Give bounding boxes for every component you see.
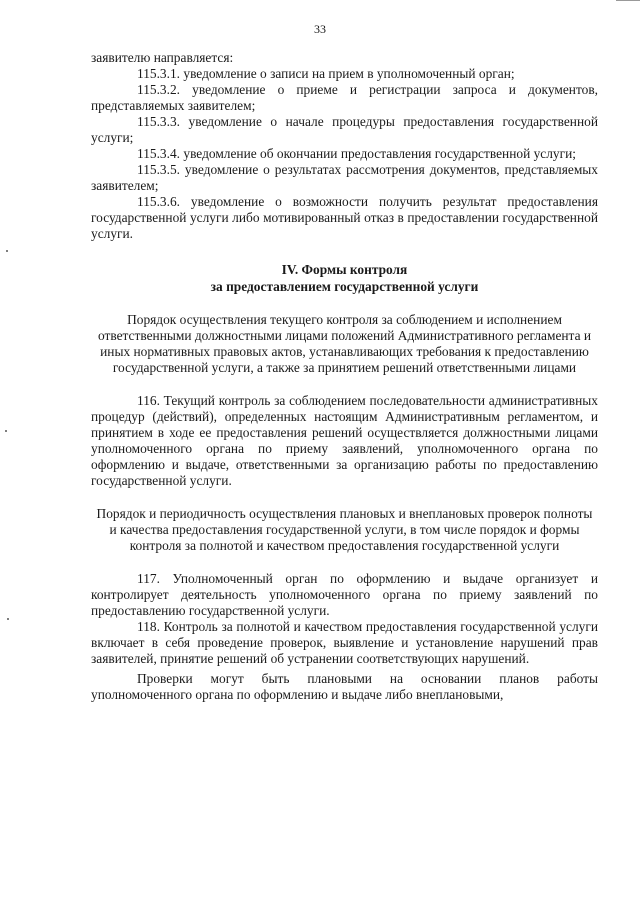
scan-artifact [6, 250, 8, 252]
list-item: 115.3.6. уведомление о возможности получить результат предоставления государственной услуги либо мотивированный отказ в предоставлении государственной услуги. [91, 194, 598, 241]
scan-artifact [5, 430, 7, 432]
paragraph-116: 116. Текущий контроль за соблюдением последовательности административных процедур (действий), определенных настоящим Административным регламентом, и принятием в ходе ее предоставления решений осуществляется должностными лицами уполномоченного органа по приему заявлений, уполномоченного органа по оформлению и выдаче, ответственными за организацию работы по предоставлению государственной услуги. [91, 393, 598, 488]
subheading-current-control: Порядок осуществления текущего контроля за соблюдением и исполнением ответственными должностными лицами положений Административного регламента и иных нормативных правовых актов, устанавливающих требования к предоставлению государственной услуги, а также за принятием решений ответственными лицами [97, 312, 592, 375]
paragraph-118: 118. Контроль за полнотой и качеством предоставления государственной услуги включает в себя проведение проверок, выявление и установление нарушений прав заявителей, принятие решений об устранении соответствующих нарушений. [91, 619, 598, 666]
section-title-line-2: за предоставлением государственной услуги [210, 279, 479, 294]
paragraph-117: 117. Уполномоченный орган по оформлению и выдаче организует и контролирует деятельность уполномоченного органа по приему заявлений по предоставлению государственной услуги. [91, 571, 598, 618]
list-item: 115.3.4. уведомление об окончании предоставления государственной услуги; [137, 146, 576, 161]
list-item: 115.3.3. уведомление о начале процедуры предоставления государственной услуги; [91, 114, 598, 145]
section-title-line-1: IV. Формы контроля [281, 262, 408, 277]
section-title [91, 261, 598, 295]
scan-artifact [7, 618, 9, 620]
page-number: 33 [314, 22, 326, 36]
list-item: 115.3.5. уведомление о результатах рассмотрения документов, представляемых заявителем; [91, 162, 598, 193]
paragraph-checks: Проверки могут быть плановыми на основании планов работы уполномоченного органа по оформлению и выдаче либо внеплановыми, [91, 671, 598, 702]
lead-line: заявителю направляется: [91, 50, 234, 65]
subheading-inspections: Порядок и периодичность осуществления плановых и внеплановых проверок полноты и качества предоставления государственной услуги, в том числе порядок и формы контроля за полнотой и качеством предоставления государственной услуги [96, 506, 593, 553]
document-body [91, 50, 598, 703]
list-item: 115.3.1. уведомление о записи на прием в уполномоченный орган; [137, 66, 515, 81]
list-item: 115.3.2. уведомление о приеме и регистрации запроса и документов, представляемых заявителем; [91, 82, 598, 113]
scan-edge-mark [616, 0, 640, 19]
